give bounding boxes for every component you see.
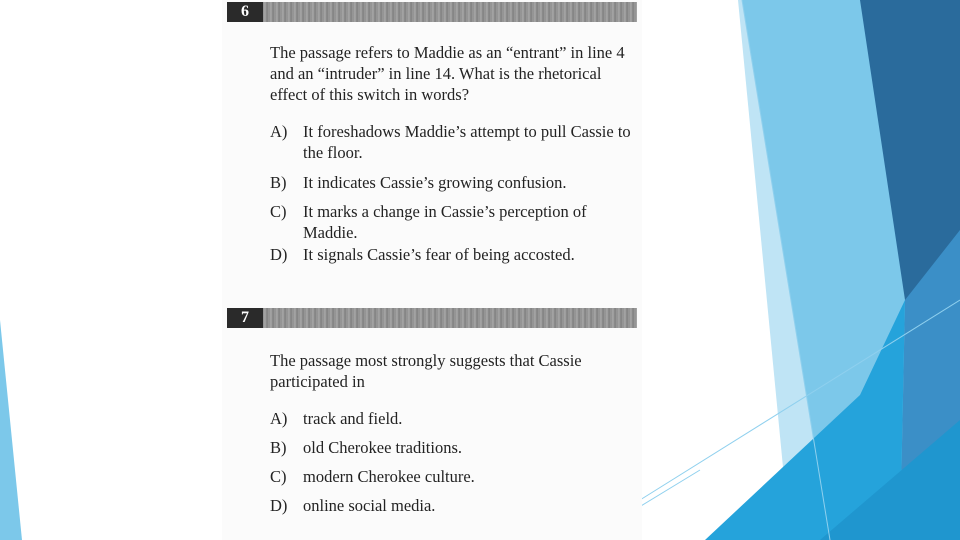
option-letter: D) (270, 245, 288, 264)
question-7-stem: The passage most strongly suggests that Cassie participated in (270, 351, 582, 391)
question-7-option-c (270, 466, 640, 487)
option-letter: B) (270, 438, 287, 457)
left-accent-shape (0, 320, 22, 540)
question-6-stem: The passage refers to Maddie as an “entrant” in line 4 and an “intruder” in line 14. What is the rhetorical effect of this switch in words? (270, 43, 625, 104)
question-7-header-bar (227, 308, 637, 328)
option-letter: C) (270, 467, 287, 486)
option-text: modern Cherokee culture. (303, 467, 475, 486)
option-text: It foreshadows Maddie’s attempt to pull Cassie to the floor. (303, 122, 631, 162)
option-letter: B) (270, 173, 287, 192)
question-6-option-b (270, 172, 640, 193)
question-7-option-a (270, 408, 640, 429)
question-number: 7 (227, 308, 263, 328)
option-letter: A) (270, 122, 288, 141)
question-6-option-d (270, 244, 640, 265)
option-text: old Cherokee traditions. (303, 438, 463, 457)
option-text: online social media. (303, 496, 436, 515)
option-text: It marks a change in Cassie’s perception of Maddie. (303, 202, 587, 242)
option-text: track and field. (303, 409, 403, 428)
question-7-option-d (270, 495, 640, 516)
question-6-option-c (270, 201, 640, 243)
option-letter: D) (270, 496, 288, 515)
question-7-option-b (270, 437, 640, 458)
option-letter: C) (270, 202, 287, 221)
question-number: 6 (227, 2, 263, 22)
option-letter: A) (270, 409, 288, 428)
question-6-header-bar (227, 2, 637, 22)
scanned-test-page (222, 0, 642, 540)
option-text: It indicates Cassie’s growing confusion. (303, 173, 567, 192)
option-text: It signals Cassie’s fear of being accosted. (303, 245, 575, 264)
question-6-option-a (270, 121, 640, 163)
